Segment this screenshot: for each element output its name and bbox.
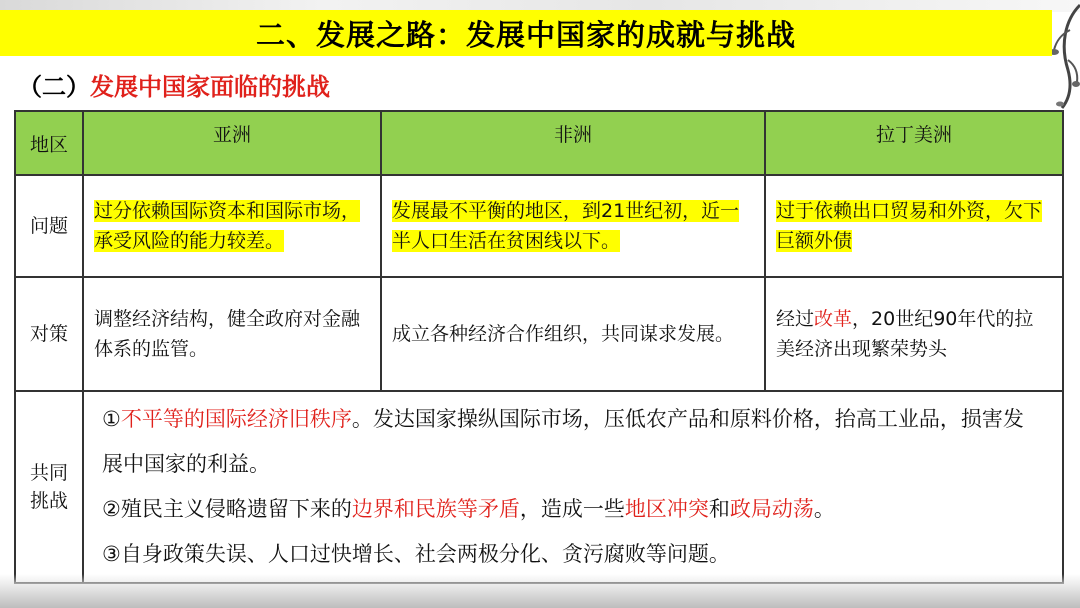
header-latin-america: 拉丁美洲 <box>765 111 1063 175</box>
title-banner <box>0 10 1052 56</box>
header-region: 地区 <box>15 111 83 175</box>
cell-africa-problem <box>381 175 765 277</box>
challenge-item-1-text: 。发达国家操纵国际市场，压低农产品和原料价格，抬高工业品，损害发展中国家的利益。 <box>102 407 1024 476</box>
page-title: 二、发展之路：发展中国家的成就与挑战 <box>255 17 796 52</box>
latam-problem-text: 过于依赖出口贸易和外资，欠下巨额外债 <box>776 200 1043 252</box>
table-row-measure <box>15 277 1063 391</box>
challenge-item-1-num: ① <box>102 407 121 431</box>
subtitle-number: （二） <box>18 72 90 101</box>
latam-measure-before: 经过 <box>776 308 815 330</box>
cell-latam-problem <box>765 175 1063 277</box>
cell-common-challenges <box>83 391 1063 583</box>
challenge-item-3: ③自身政策失误、人口过快增长、社会两极分化、贪污腐败等问题。 <box>102 542 730 566</box>
challenge-item-2-part-d: 。 <box>813 497 835 521</box>
cell-asia-measure: 调整经济结构，健全政府对金融体系的监管。 <box>83 277 381 391</box>
ink-wash-bottom-border <box>0 574 1080 608</box>
challenge-item-2 <box>102 487 1044 532</box>
latam-measure-after: ，20世纪90年代的拉美经济出现繁荣势头 <box>776 308 1034 360</box>
latam-measure-reform: 改革 <box>814 308 853 330</box>
challenge-item-1 <box>102 397 1044 487</box>
header-asia: 亚洲 <box>83 111 381 175</box>
challenge-item-2-red-2: 地区冲突 <box>624 497 709 521</box>
cell-latam-measure <box>765 277 1063 391</box>
challenge-item-2-part-a: ②殖民主义侵略遗留下来的 <box>102 497 352 521</box>
africa-problem-text: 发展最不平衡的地区，到21世纪初，近一半人口生活在贫困线以下。 <box>392 200 740 252</box>
challenges-table <box>14 110 1064 584</box>
asia-problem-text: 过分依赖国际资本和国际市场，承受风险的能力较差。 <box>94 200 361 252</box>
row-label-measure: 对策 <box>15 277 83 391</box>
challenge-label: 共同挑战 <box>30 462 69 512</box>
section-subtitle <box>18 66 330 102</box>
challenge-item-2-part-c: 和 <box>708 497 730 521</box>
challenge-item-2-red-3: 政局动荡 <box>729 497 814 521</box>
row-label-problem: 问题 <box>15 175 83 277</box>
challenge-item-2-part-b: ，造成一些 <box>519 497 625 521</box>
subtitle-text: 发展中国家面临的挑战 <box>90 72 330 101</box>
row-label-challenge <box>15 391 83 583</box>
challenge-item-2-red-1: 边界和民族等矛盾 <box>351 497 520 521</box>
cell-africa-measure: 成立各种经济合作组织，共同谋求发展。 <box>381 277 765 391</box>
challenge-item-1-highlight: 不平等的国际经济旧秩序 <box>120 407 352 431</box>
header-africa: 非洲 <box>381 111 765 175</box>
table-row-problem <box>15 175 1063 277</box>
table-header-row <box>15 111 1063 175</box>
table-row-challenge <box>15 391 1063 583</box>
cell-asia-problem <box>83 175 381 277</box>
